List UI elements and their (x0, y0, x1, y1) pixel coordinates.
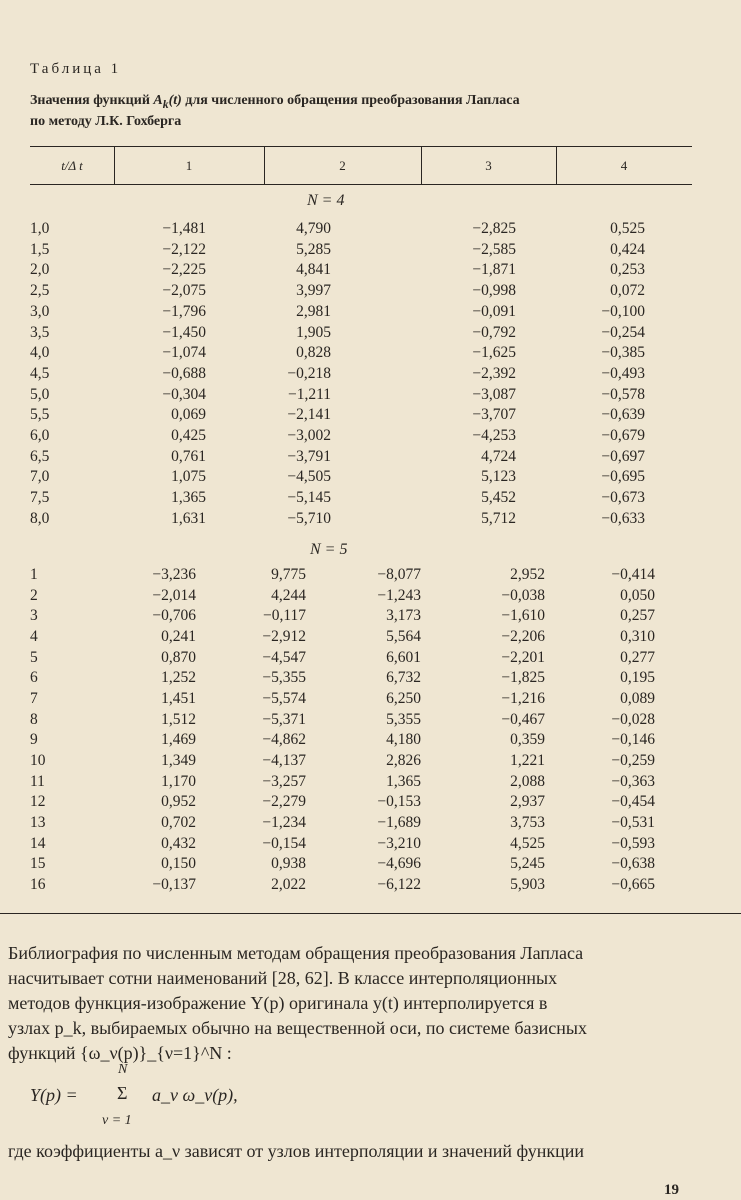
table-row: 1,5 −2,122 5,285 −2,585 0,424 (30, 241, 645, 258)
table-row: 9 1,469 −4,862 4,180 0,359 −0,146 (30, 731, 655, 748)
header-col-4: 4 (620, 158, 628, 173)
header-t: t/Δ t (61, 158, 83, 173)
section-title-n5: N = 5 (310, 541, 348, 558)
table-row: 5 0,870 −4,547 6,601 −2,201 0,277 (30, 649, 655, 666)
body-paragraph-continued: где коэффициенты a_ν зависят от узлов интерполяции и значений функции (8, 1141, 584, 1161)
table-row: 13 0,702 −1,234 −1,689 3,753 −0,531 (30, 814, 655, 831)
table-label: Таблица 1 (30, 61, 122, 77)
table-header (30, 146, 692, 185)
table-row: 4,0 −1,074 0,828 −1,625 −0,385 (30, 344, 645, 361)
table-row: 1 −3,236 9,775 −8,077 2,952 −0,414 (30, 566, 655, 583)
table-caption: Значения функций $A_k(t)$ для численного обращения преобразования Лапласа по методу Л.К. Гохберга (30, 93, 520, 129)
table-row: 6 1,252 −5,355 6,732 −1,825 0,195 (30, 669, 655, 686)
table-row: 5,5 0,069 −2,141 −3,707 −0,639 (30, 406, 645, 423)
header-col-3: 3 (485, 158, 492, 173)
table-row: 11 1,170 −3,257 1,365 2,088 −0,363 (30, 773, 655, 790)
table-row: 6,5 0,761 −3,791 4,724 −0,697 (30, 448, 645, 465)
table-row: 10 1,349 −4,137 2,826 1,221 −0,259 (30, 752, 655, 769)
table-row: 14 0,432 −0,154 −3,210 4,525 −0,593 (30, 835, 655, 852)
table-row: 4 0,241 −2,912 5,564 −2,206 0,310 (30, 628, 655, 645)
table-row: 15 0,150 0,938 −4,696 5,245 −0,638 (30, 855, 655, 872)
table-row: 16 −0,137 2,022 −6,122 5,903 −0,665 (30, 876, 655, 893)
table-row: 2 −2,014 4,244 −1,243 −0,038 0,050 (30, 587, 655, 604)
table-row: 1,0 −1,481 4,790 −2,825 0,525 (30, 220, 645, 237)
table-row: 8,0 1,631 −5,710 5,712 −0,633 (30, 510, 645, 527)
interpolation-formula: Y(p) = N Σ ν = 1 a_ν ω_ν(p), (30, 1062, 238, 1128)
table-row: 3,0 −1,796 2,981 −0,091 −0,100 (30, 303, 645, 320)
table-row: 2,5 −2,075 3,997 −0,998 0,072 (30, 282, 645, 299)
header-col-2: 2 (339, 158, 346, 173)
table-row: 3,5 −1,450 1,905 −0,792 −0,254 (30, 324, 645, 341)
header-col-1: 1 (185, 158, 193, 173)
table-row: 8 1,512 −5,371 5,355 −0,467 −0,028 (30, 711, 655, 728)
table-row: 7,0 1,075 −4,505 5,123 −0,695 (30, 468, 645, 485)
table-row: 6,0 0,425 −3,002 −4,253 −0,679 (30, 427, 645, 444)
table-row: 12 0,952 −2,279 −0,153 2,937 −0,454 (30, 793, 655, 810)
table-row: 7,5 1,365 −5,145 5,452 −0,673 (30, 489, 645, 506)
body-paragraph: Библиография по численным методам обращения преобразования Лапласа насчитывает сотни наименований [28, 62]. В классе интерполяционных методов функция-изображение Y(p) оригинала y(t) интерполируется в узлах p_k, выбираемых обычно на вещественной оси, по системе базисных функций {ω_ν(p)}_{ν=1}^N : (8, 943, 587, 1063)
section-title-n4: N = 4 (307, 192, 345, 209)
page-number: 19 (664, 1182, 679, 1198)
table-row: 2,0 −2,225 4,841 −1,871 0,253 (30, 261, 645, 278)
table-bottom-rule (0, 913, 741, 914)
table-row: 3 −0,706 −0,117 3,173 −1,610 0,257 (30, 607, 655, 624)
table-row: 4,5 −0,688 −0,218 −2,392 −0,493 (30, 365, 645, 382)
table-row: 5,0 −0,304 −1,211 −3,087 −0,578 (30, 386, 645, 403)
table-row: 7 1,451 −5,574 6,250 −1,216 0,089 (30, 690, 655, 707)
